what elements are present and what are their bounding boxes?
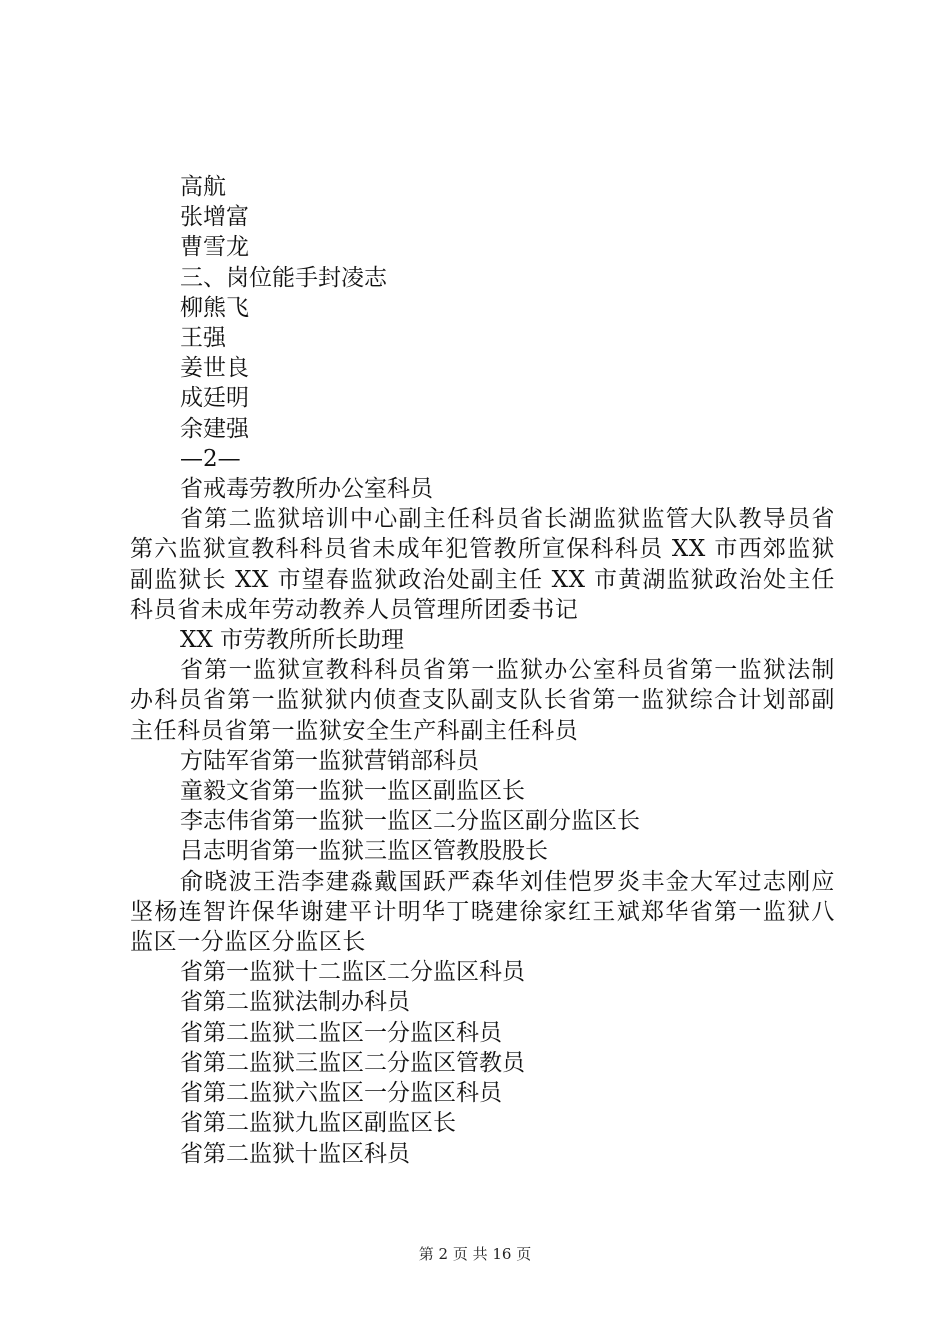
- text-line: 曹雪龙: [180, 234, 249, 261]
- paragraph: 俞晓波王浩李建淼戴国跃严森华刘佳恺罗炎丰金大军过志刚应坚杨连智许保华谢建平计明华丁晓建徐家红王斌郑华省第一监狱八监区一分监区分监区长: [130, 868, 835, 956]
- text-line: 成廷明: [180, 385, 249, 412]
- text-line: 姜世良: [180, 355, 249, 382]
- text-line: 柳熊飞: [180, 294, 249, 321]
- text-line: XX 市劳教所所长助理: [180, 627, 405, 654]
- page-number-footer: 第 2 页 共 16 页: [418, 1245, 532, 1263]
- document-body: [130, 172, 835, 1169]
- text-line: 省戒毒劳教所办公室科员: [180, 476, 433, 503]
- text-line: 省第二监狱十监区科员: [180, 1140, 410, 1167]
- section-heading: 三、岗位能手封凌志: [180, 264, 387, 291]
- text-line: 省第二监狱二监区一分监区科员: [180, 1019, 502, 1046]
- text-line: 童毅文省第一监狱一监区副监区长: [180, 778, 525, 805]
- text-line: 省第二监狱三监区二分监区管教员: [180, 1049, 525, 1076]
- text-line: 省第一监狱十二监区二分监区科员: [180, 959, 525, 986]
- text-line: 省第二监狱六监区一分监区科员: [180, 1080, 502, 1107]
- text-line: 省第二监狱九监区副监区长: [180, 1110, 456, 1137]
- text-line: 省第二监狱法制办科员: [180, 989, 410, 1016]
- paragraph: 省第二监狱培训中心副主任科员省长湖监狱监管大队教导员省第六监狱宣教科科员省未成年犯管教所宣保科科员 XX 市西郊监狱副监狱长 XX 市望春监狱政治处副主任 XX 市黄湖监狱政治处主任科员省未成年劳动教养人员管理所团委书记: [130, 506, 835, 623]
- text-line: 高航: [180, 174, 226, 200]
- text-line: 王强: [180, 325, 226, 352]
- text-line: 吕志明省第一监狱三监区管教股股长: [180, 838, 548, 865]
- text-line: 张增富: [180, 204, 249, 231]
- inline-page-marker: —2—: [180, 445, 241, 472]
- text-line: 李志伟省第一监狱一监区二分监区副分监区长: [180, 808, 640, 835]
- text-line: 方陆军省第一监狱营销部科员: [180, 747, 479, 774]
- paragraph: 省第一监狱宣教科科员省第一监狱办公室科员省第一监狱法制办科员省第一监狱狱内侦查支队副支队长省第一监狱综合计划部副主任科员省第一监狱安全生产科副主任科员: [130, 657, 835, 744]
- text-line: 余建强: [180, 415, 249, 442]
